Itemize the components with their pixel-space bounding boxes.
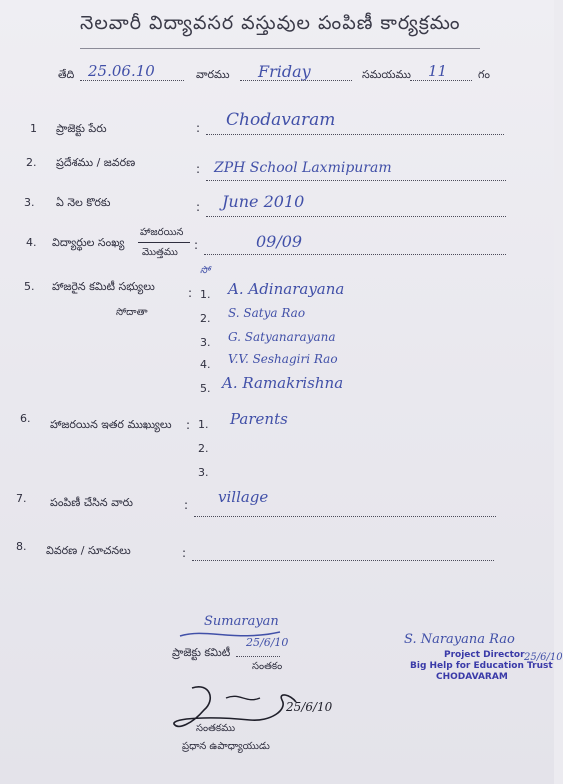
- other-number: 3.: [198, 466, 209, 479]
- stamp-line: Project Director: [444, 650, 525, 660]
- location-value: ZPH School Laxmipuram: [214, 160, 392, 176]
- member-note: సో: [200, 265, 211, 276]
- colon: :: [196, 162, 201, 176]
- row-number: 8.: [16, 540, 27, 553]
- students-total-label: మొత్తము: [142, 247, 178, 258]
- committee-dots: [236, 656, 280, 657]
- time-label: సమయము: [362, 68, 411, 81]
- students-label: విద్యార్థుల సంఖ్య: [52, 236, 125, 249]
- students-present-label: హాజరయిన: [140, 227, 184, 238]
- time-dots: [410, 80, 472, 81]
- member-number: 4.: [200, 358, 211, 371]
- member-name: V.V. Seshagiri Rao: [228, 352, 338, 366]
- date-value: 25.06.10: [88, 62, 155, 80]
- time-unit: గం: [478, 68, 490, 81]
- head-sign-label: సంతకము: [196, 723, 236, 734]
- month-label: ఏ నెల కొరకు: [56, 196, 111, 209]
- remarks-dots: [192, 560, 494, 561]
- day-value: Friday: [258, 62, 311, 81]
- committee-sublabel: సోదాతా: [116, 307, 148, 318]
- member-name: A. Ramakrishna: [222, 374, 344, 392]
- committee-members-label: హాజరైన కమిటీ సభ్యులు: [52, 280, 155, 293]
- date-label: తేది: [58, 68, 75, 81]
- head-master-label: ప్రధాన ఉపాధ్యాయుడు: [182, 741, 270, 752]
- colon: :: [186, 418, 191, 432]
- distributor-dots: [194, 516, 496, 517]
- colon: :: [182, 546, 187, 560]
- member-name: G. Satyanarayana: [228, 330, 336, 344]
- month-dots: [206, 216, 506, 217]
- colon: :: [196, 200, 201, 214]
- row-number: 6.: [20, 412, 31, 425]
- member-number: 5.: [200, 382, 211, 395]
- member-number: 3.: [200, 336, 211, 349]
- students-dots: [204, 254, 506, 255]
- day-label: వారము: [196, 68, 230, 81]
- row-number: 2.: [26, 156, 37, 169]
- distributor-label: పంపిణీ చేసిన వారు: [50, 496, 133, 509]
- row-number: 4.: [26, 236, 37, 249]
- row-number: 7.: [16, 492, 27, 505]
- other-number: 2.: [198, 442, 209, 455]
- remarks-label: వివరణ / సూచనలు: [46, 544, 131, 557]
- title-underline: [80, 48, 480, 49]
- other-name: Parents: [230, 410, 288, 428]
- colon: :: [188, 286, 193, 300]
- fraction-line: [138, 242, 190, 243]
- students-value: 09/09: [256, 232, 303, 251]
- project-name-label: ప్రాజెక్టు పేరు: [56, 122, 107, 135]
- row-number: 1: [30, 122, 37, 135]
- row-number: 3.: [24, 196, 35, 209]
- stamp-line: CHODAVARAM: [436, 672, 508, 682]
- stamp-date: 25/6/10: [524, 652, 563, 663]
- director-signature: S. Narayana Rao: [404, 632, 515, 647]
- date-dots: [80, 80, 184, 81]
- colon: :: [184, 498, 189, 512]
- project-name-dots: [206, 134, 504, 135]
- location-dots: [206, 180, 506, 181]
- location-label: ప్రదేశము / జవరణ: [56, 156, 136, 169]
- member-name: S. Satya Rao: [228, 306, 306, 320]
- day-dots: [240, 80, 352, 81]
- member-number: 1.: [200, 288, 211, 301]
- committee-date: 25/6/10: [246, 636, 289, 649]
- form-title: నెలవారీ విద్యావసర వస్తువుల పంపిణీ కార్యక్రమం: [80, 12, 461, 34]
- committee-signature: Sumarayan: [204, 614, 279, 629]
- other-attendees-label: హాజరయిన ఇతర ముఖ్యులు: [50, 418, 172, 431]
- project-name-value: Chodavaram: [226, 110, 336, 130]
- member-number: 2.: [200, 312, 211, 325]
- row-number: 5.: [24, 280, 35, 293]
- colon: :: [194, 238, 199, 252]
- other-number: 1.: [198, 418, 209, 431]
- month-value: June 2010: [222, 192, 305, 211]
- committee-label: ప్రాజెక్టు కమిటీ: [172, 646, 231, 659]
- distributor-value: village: [218, 488, 269, 506]
- colon: :: [196, 121, 201, 135]
- stamp-line: Big Help for Education Trust: [410, 661, 553, 671]
- member-name: A. Adinarayana: [228, 280, 345, 298]
- committee-sublabel: సంతకం: [252, 661, 283, 672]
- head-sign-date: 25/6/10: [286, 700, 333, 714]
- time-value: 11: [428, 62, 448, 80]
